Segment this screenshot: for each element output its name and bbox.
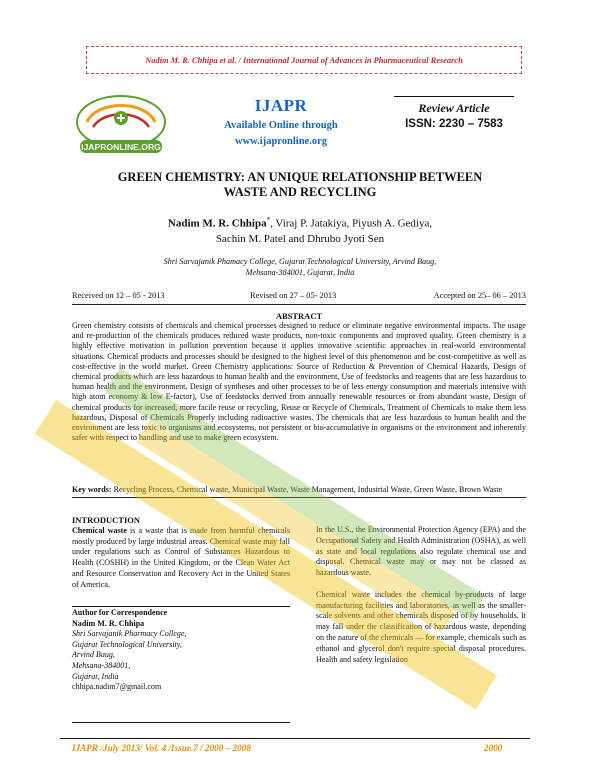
running-header [86,46,522,74]
right-column [316,525,526,665]
article-title [60,170,540,200]
article-type: Review Article [418,101,490,115]
lead-author: Nadim M. R. Chhipa [167,217,267,230]
correspondence-address-1: Shri Sarvajanik Pharmacy College, [72,629,187,639]
affiliation-line-1: Shri Sarvajanik Phamacy College, Gujarat Technological University, Arvind Baug, [163,257,437,266]
keywords [72,485,526,498]
author-list [100,213,500,247]
journal-info [206,96,356,148]
correspondence-address-5: Gujarat, India [72,671,119,681]
correspondence-address-2: Gujarat Technological University, [72,639,182,649]
abstract-text: Green chemistry consists of chemicals and chemical processes designed to reduce or eliminate negative environmental impacts. The usage and re-production of the chemicals produces reduced waste products, non-toxic components and improved quality. Green chemistry is a highly effective motivation in pollution prevention because it applies innovative scientific approaches in real-world environmental situations. Chemical products and processes should be designed to the highest level of this phenomenon and be cost-competitive as well as cost-effective in the world market. Green Chemistry applications: Source of Reduction & Prevention of Chemical Hazards, Design of chemical products which are less hazardous to human health and the environment, Use of feedstocks and reagents that are less hazardous to human health and the environment, Design of syntheses and other processes to be of less energy consumption and materials intensive with high atom economy & low E-factor), Use of feedstocks derived from annually renewable resources or from abundant waste, Design of chemical products for increased, more facile reuse or recycling, Reuse or Recycle of Chemicals, Treatment of Chemicals to make them less hazardous, Disposal of Chemicals Properly including radioactive wastes. The chemicals that are less hazardous to human health and the environment are less toxic to organisms and ecosystems, not persistent or bio-accumulative in organisms or the environment and inherently safer with respect to handling and use to make green ecosystem. [72,321,526,443]
correspondence-divider [72,722,290,723]
title-line-1: GREEN CHEMISTRY: AN UNIQUE RELATIONSHIP BETWEEN [117,170,483,184]
correspondence-box [72,606,290,693]
article-type-block [394,96,514,130]
issn: ISSN: 2230 – 7583 [405,118,503,130]
keywords-list: Recycling Process, Chemical waste, Municipal Waste, Waste Management, Industrial Waste, Green Waste, Brown Waste [111,485,503,494]
correspondence-address-4: Mehsana-384001, [72,660,131,670]
right-paragraph-2: Chemical waste includes the chemical by-products of large manufacturing facilities and laboratories, as well as the smaller-scale solvents and other chemicals disposed of by households. It may fall under the classification of hazardous waste, depending on the nature of the chemicals — for example, chemicals such as ethanol and glycerol don't require special disposal procedures. Health and safety legislation [316,589,526,664]
footer-citation: IJAPR /July 2013/ Vol. 4 /Issue.7 / 2000 – 2008 [72,743,251,753]
coauthors: , Viraj P. Jatakiya, Piyush A. Gediya, [270,217,433,230]
correspondence-mark: * [266,216,271,224]
introduction-paragraph [72,526,290,591]
correspondence-name: Nadim M. R. Chhipa [72,618,145,628]
journal-url[interactable]: www.ijapronline.org [235,136,327,147]
received-date: Received on 12 – 05 - 2013 [72,291,165,300]
introduction-section [72,515,290,591]
availability-text: Available Online through [224,120,338,131]
manuscript-dates [72,291,526,305]
accepted-date: Accepted on 25– 06 – 2013 [433,291,526,300]
keywords-label: Key words: [72,485,112,494]
authors-line-2: Sachin M. Patel and Dhrubo Jyoti Sen [215,232,385,245]
logo-text: IJAPRONLINE.ORG [81,142,161,152]
running-title: Nadim M. R. Chhipa et al. / International Journal of Advances in Pharmaceutical Research [145,55,463,65]
title-line-2: WASTE AND RECYCLING [223,185,377,199]
divider [394,96,514,97]
correspondence-address-3: Arvind Baug, [72,650,115,660]
intro-text: is a waste that is made from harmful chemicals mostly produced by large industrial areas. Chemical waste may fall under regulations such as Control of Substances Hazardous to Health (COSHH) in the United Kingdom, or the Clean Water Act and Resource Conservation and Recovery Act in the United States of America. [72,525,290,589]
abstract-heading: ABSTRACT [275,311,323,321]
journal-abbr: IJAPR [254,96,308,115]
page-number: 2000 [484,743,503,753]
journal-logo [62,94,180,160]
affiliation-line-2: Mehsana-384001, Gujarat, India [245,268,355,277]
affiliation [100,256,500,278]
footer-divider [60,738,530,739]
correspondence-email[interactable]: chhipa.nadim7@gmail.com [72,682,162,692]
right-paragraph-1: In the U.S., the Environmental Protection Agency (EPA) and the Occupational Safety and Health Administration (OSHA), as well as state and local regulations also regulate chemical use and disposal. Chemical waste may or may not be classed as hazardous waste. [316,525,526,578]
introduction-heading: INTRODUCTION [72,515,141,525]
correspondence-heading: Author for Correspondence [72,608,168,617]
revised-date: Revised on 27 – 05- 2013 [250,291,337,300]
intro-lead-term: Chemical waste [72,525,127,535]
